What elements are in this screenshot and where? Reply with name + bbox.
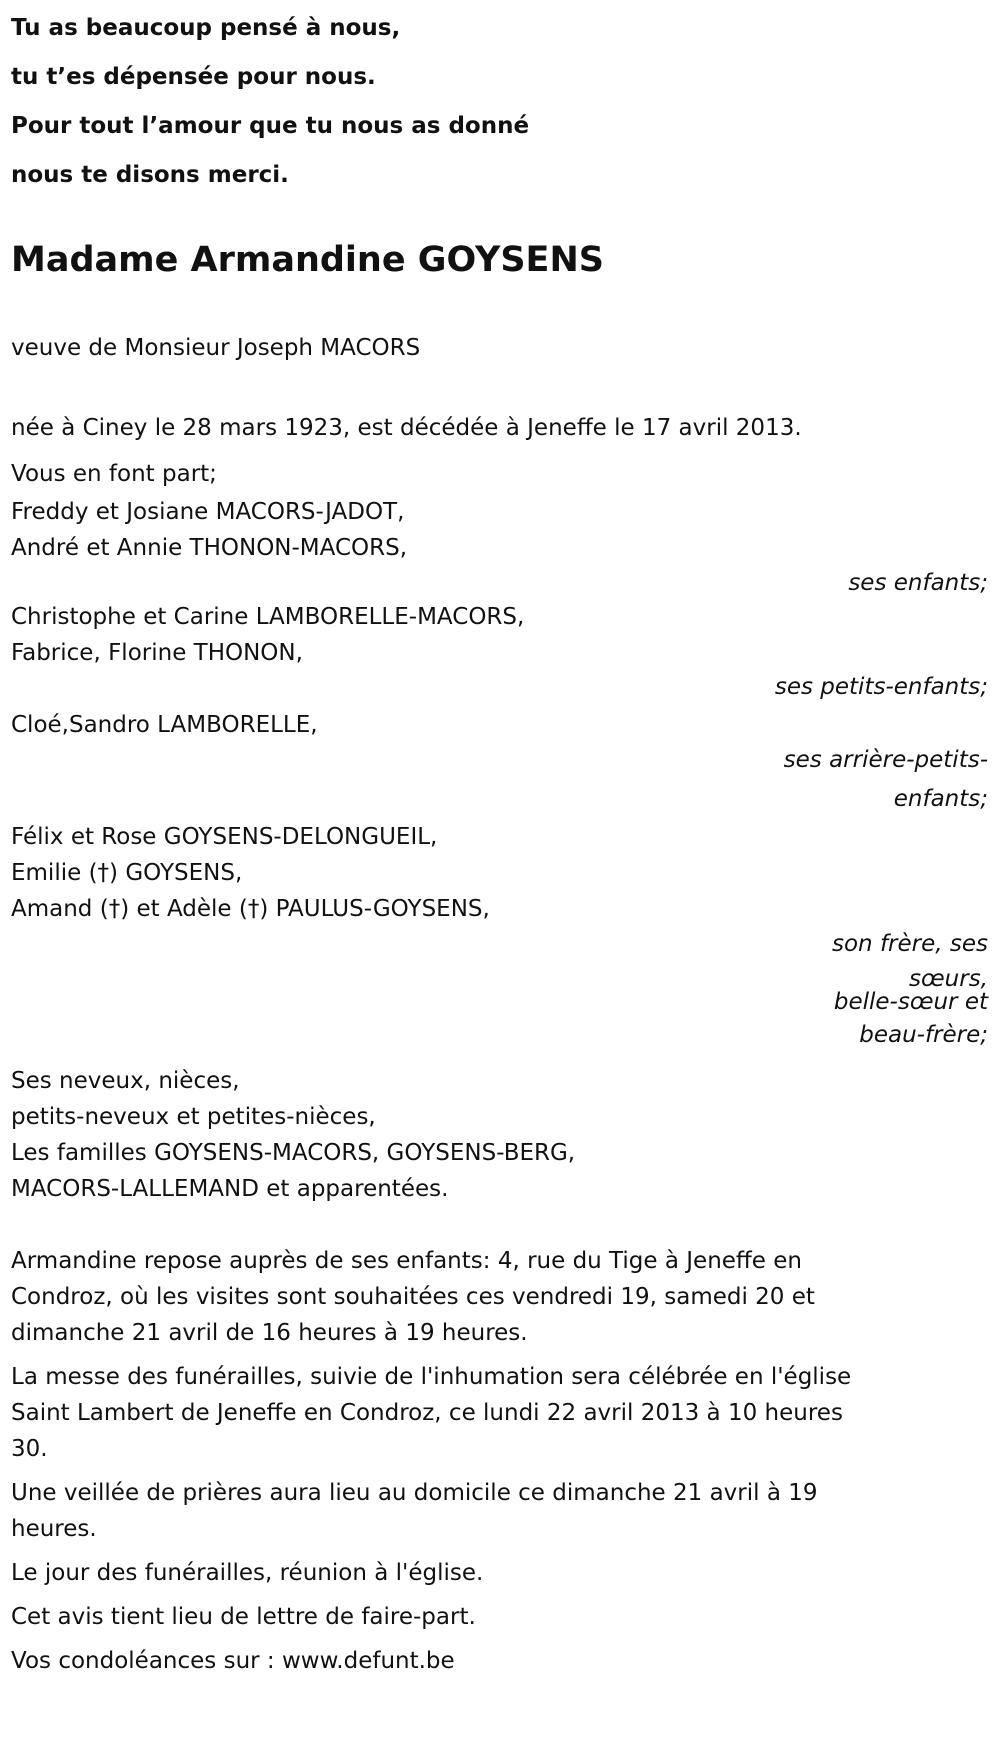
- announcement-intro: Vous en font part;: [11, 461, 217, 487]
- paragraph-line: heures.: [11, 1516, 97, 1542]
- poem: [11, 4, 991, 200]
- relationship-label-line: sœurs,: [909, 966, 988, 992]
- widow-line: veuve de Monsieur Joseph MACORS: [11, 335, 421, 361]
- children-group: [11, 494, 991, 603]
- vigil-paragraph: [11, 1475, 991, 1547]
- family-member: Emilie (†) GOYSENS,: [11, 860, 243, 886]
- paragraph-line: 30.: [11, 1436, 48, 1462]
- grandchildren-group: [11, 599, 991, 707]
- obituary-notice: [11, 0, 991, 1679]
- family-member: Christophe et Carine LAMBORELLE-MACORS,: [11, 604, 525, 630]
- birth-death-line: née à Ciney le 28 mars 1923, est décédée à Jeneffe le 17 avril 2013.: [11, 415, 802, 441]
- poem-line: tu t’es dépensée pour nous.: [11, 64, 376, 90]
- relationship-label-line: ses arrière-petits-: [783, 747, 988, 773]
- meeting-line: Le jour des funérailles, réunion à l'église.: [11, 1560, 484, 1586]
- paragraph-line: Condroz, où les visites sont souhaitées ces vendredi 19, samedi 20 et: [11, 1284, 815, 1310]
- deceased-name: Madame Armandine GOYSENS: [11, 240, 604, 280]
- relationship-label-line: enfants;: [893, 786, 988, 812]
- extended-family: [11, 1063, 991, 1207]
- siblings-group: [11, 819, 991, 1057]
- poem-line: Pour tout l’amour que tu nous as donné: [11, 113, 530, 139]
- condolences-line: Vos condoléances sur : www.defunt.be: [11, 1648, 455, 1674]
- paragraph-line: dimanche 21 avril de 16 heures à 19 heures.: [11, 1320, 528, 1346]
- notice-line: Cet avis tient lieu de lettre de faire-part.: [11, 1604, 476, 1630]
- great-grandchildren-group: [11, 707, 991, 819]
- poem-line: nous te disons merci.: [11, 162, 289, 188]
- family-member: Ses neveux, nièces,: [11, 1068, 240, 1094]
- relationship-label-line: beau-frère;: [859, 1022, 988, 1048]
- family-member: Fabrice, Florine THONON,: [11, 640, 303, 666]
- relationship-label: [11, 741, 988, 819]
- paragraph-line: La messe des funérailles, suivie de l'inhumation sera célébrée en l'église: [11, 1364, 852, 1390]
- relationship-label: ses enfants;: [848, 570, 988, 596]
- family-member: MACORS-LALLEMAND et apparentées.: [11, 1176, 449, 1202]
- visitation-paragraph: [11, 1243, 991, 1351]
- family-member: Les familles GOYSENS-MACORS, GOYSENS-BERG,: [11, 1140, 576, 1166]
- relationship-label: ses petits-enfants;: [774, 674, 988, 700]
- poem-line: Tu as beaucoup pensé à nous,: [11, 15, 401, 41]
- family-member: Amand (†) et Adèle (†) PAULUS-GOYSENS,: [11, 896, 490, 922]
- family-member: André et Annie THONON-MACORS,: [11, 535, 408, 561]
- family-member: Cloé,Sandro LAMBORELLE,: [11, 712, 318, 738]
- paragraph-line: Une veillée de prières aura lieu au domicile ce dimanche 21 avril à 19: [11, 1480, 818, 1506]
- family-member: Freddy et Josiane MACORS-JADOT,: [11, 499, 405, 525]
- family-member: petits-neveux et petites-nièces,: [11, 1104, 376, 1130]
- paragraph-line: Armandine repose auprès de ses enfants: 4, rue du Tige à Jeneffe en: [11, 1248, 802, 1274]
- relationship-label: [11, 925, 988, 1057]
- funeral-paragraph: [11, 1359, 991, 1467]
- family-member: Félix et Rose GOYSENS-DELONGUEIL,: [11, 824, 438, 850]
- paragraph-line: Saint Lambert de Jeneffe en Condroz, ce lundi 22 avril 2013 à 10 heures: [11, 1400, 843, 1426]
- relationship-label-line: son frère, ses: [832, 931, 988, 957]
- relationship-label-line: belle-sœur et: [833, 989, 988, 1015]
